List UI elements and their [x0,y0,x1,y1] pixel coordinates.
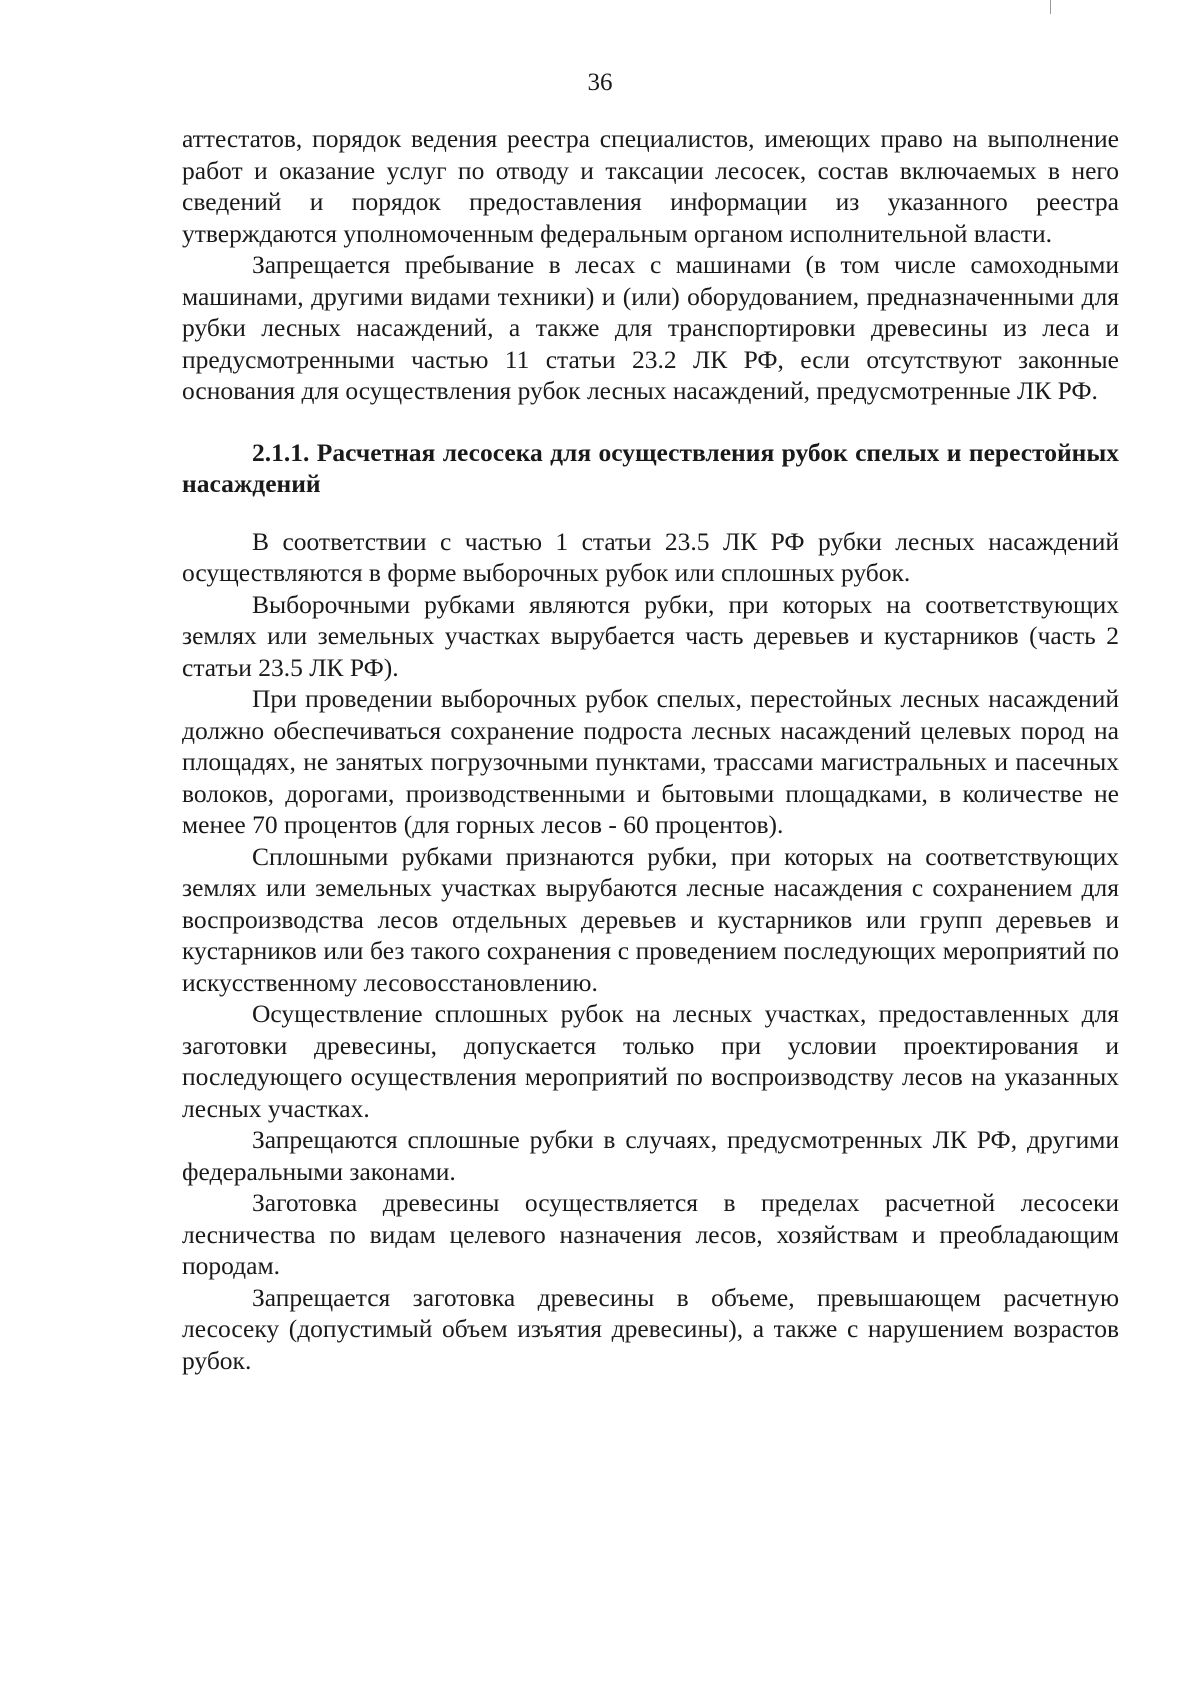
paragraph-clear-felling: Сплошными рубками признаются рубки, при которых на соответствующих землях или земельных участках вырубаются лесные насаждения с сохранением для воспроизводства лесов отдельных деревьев и кустарников или групп деревьев и кустарников или без такого сохранения с проведением последующих мероприятий по искусственному лесовосстановлению. [182,841,1119,997]
section-heading: 2.1.1. Расчетная лесосека для осуществления рубок спелых и перестойных насаждений [182,437,1119,498]
paragraph-clear-felling-conditions: Осуществление сплошных рубок на лесных участках, предоставленных для заготовки древесины, допускается только при условии проектирования и последующего осуществления мероприятий по воспроизводству лесов на указанных лесных участках. [182,999,1119,1123]
paragraph-selective-felling: Выборочными рубками являются рубки, при которых на соответствующих землях или земельных участках вырубается часть деревьев и кустарников (часть 2 статьи 23.5 ЛК РФ). [182,589,1119,682]
paragraph-felling-forms: В соответствии с частью 1 статьи 23.5 ЛК РФ рубки лесных насаждений осуществляются в форме выборочных рубок или сплошных рубок. [182,526,1119,587]
paragraph-continuation: аттестатов, порядок ведения реестра специалистов, имеющих право на выполнение работ и оказание услуг по отводу и таксации лесосек, состав включаемых в него сведений и порядок предоставления информации из указанного реестра утверждаются уполномоченным федеральным органом исполнительной власти. [182,124,1119,248]
paragraph-machinery-ban: Запрещается пребывание в лесах с машинами (в том числе самоходными машинами, другими видами техники) и (или) оборудованием, предназначенными для рубки лесных насаждений, а также для транспортировки древесины из леса и предусмотренными частью 11 статьи 23.2 ЛК РФ, если отсутствуют законные основания для осуществления рубок лесных насаждений, предусмотренные ЛК РФ. [182,250,1119,405]
paragraph-harvest-excess-prohibition: Запрещается заготовка древесины в объеме, превышающем расчетную лесосеку (допустимый объем изъятия древесины), а также с нарушением возрастов рубок. [182,1282,1119,1375]
page-content [182,123,1119,1376]
paragraph-undergrowth-preservation: При проведении выборочных рубок спелых, перестойных лесных насаждений должно обеспечиваться сохранение подроста лесных насаждений целевых пород на площадях, не занятых погрузочными пунктами, трассами магистральных и пасечных волоков, дорогами, производственными и бытовыми площадками, в количестве не менее 70 процентов (для горных лесов - 60 процентов). [182,684,1119,839]
paragraph-harvest-limits: Заготовка древесины осуществляется в пределах расчетной лесосеки лесничества по видам целевого назначения лесов, хозяйствам и преобладающим породам. [182,1188,1119,1280]
paragraph-clear-felling-prohibition: Запрещаются сплошные рубки в случаях, предусмотренных ЛК РФ, другими федеральными законами. [182,1125,1119,1186]
scan-artifact-mark [1050,0,1051,14]
page-number: 36 [587,69,613,96]
